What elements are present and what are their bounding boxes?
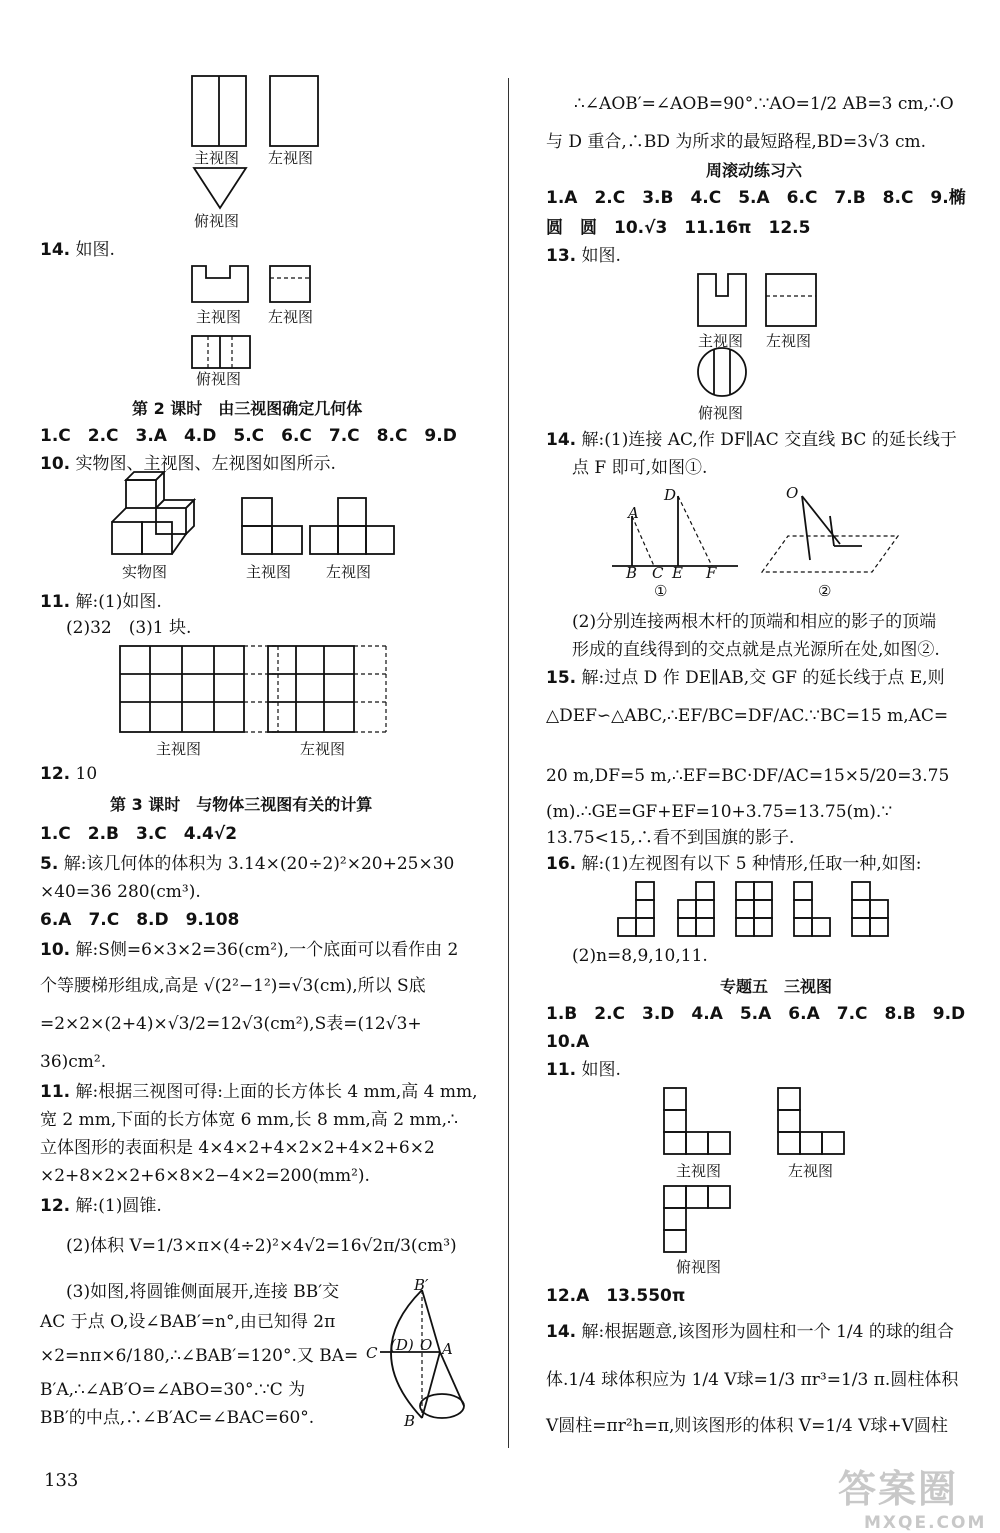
question-15-line-3: 20 m,DF=5 m,∴EF=BC·DF/AC=15×5/20=3.75 (546, 766, 950, 786)
question-10b-line-2: 个等腰梯形组成,高是 √(2²−1²)=√3(cm),所以 S底 (40, 976, 426, 996)
label-e: E (672, 564, 683, 582)
caption-front-view: 主视图 (698, 332, 744, 350)
solid-and-views-figure-10 (108, 478, 408, 558)
question-12b-line-2: (2)体积 V=1/3×π×(4÷2)²×4√2=16√2π/3(cm³) (66, 1236, 457, 1256)
column-divider (508, 78, 509, 1448)
page-number: 133 (44, 1470, 79, 1491)
question-12b-line-3: (3)如图,将圆锥侧面展开,连接 BB′交 (66, 1282, 340, 1302)
label-a: A (442, 1340, 453, 1358)
label-c: C (366, 1344, 378, 1362)
figure-number-1: ① (654, 582, 668, 600)
question-15-line-5: 13.75<15,∴看不到国旗的影子. (546, 828, 795, 848)
question-14b-line-2: 体.1/4 球体积应为 1/4 V球=1/3 πr³=1/3 π.圆柱体积 (546, 1370, 959, 1390)
section-heading-lesson-2: 第 2 课时 由三视图确定几何体 (132, 399, 363, 418)
label-a: A (628, 504, 639, 522)
caption-front-view: 主视图 (194, 149, 240, 167)
question-16: 16. 解:(1)左视图有以下 5 种情形,任取一种,如图: (546, 854, 922, 874)
question-12b: 12. 解:(1)圆锥. (40, 1196, 162, 1216)
question-12b-line-5: ×2=nπ×6/180,∴∠BAB′=120°.又 BA= (40, 1346, 359, 1366)
question-14-right-line-3: (2)分别连接两根木杆的顶端和相应的影子的顶端 (572, 612, 937, 632)
label-d: D (664, 486, 677, 504)
caption-front-view: 主视图 (246, 563, 292, 581)
answer-list-lesson-2: 1.C 2.C 3.A 4.D 5.C 6.C 7.C 8.C 9.D (40, 426, 457, 446)
question-14b-line-3: V圆柱=πr²h=π,则该图形的体积 V=1/4 V球+V圆柱 (546, 1416, 948, 1436)
question-5: 5. 解:该几何体的体积为 3.14×(20÷2)²×20+25×30 (40, 854, 455, 874)
label-o: O (420, 1336, 433, 1354)
question-10b-line-4: 36)cm². (40, 1052, 107, 1072)
label-c: C (652, 564, 664, 582)
caption-front-view: 主视图 (156, 740, 202, 758)
watermark-text: 答案圈 (838, 1467, 959, 1511)
section-heading-topic-5: 专题五 三视图 (720, 977, 833, 996)
caption-left-view: 左视图 (326, 563, 372, 581)
question-11: 11. 解:(1)如图. (40, 592, 162, 612)
question-11b-line-2: 宽 2 mm,下面的长方体宽 6 mm,长 8 mm,高 2 mm,∴ (40, 1110, 458, 1130)
label-b: B (404, 1412, 416, 1430)
question-10b: 10. 解:S侧=6×3×2=36(cm²),一个底面可以看作由 2 (40, 940, 459, 960)
caption-left-view: 左视图 (300, 740, 346, 758)
question-12: 12. 10 (40, 764, 98, 784)
caption-left-view: 左视图 (766, 332, 812, 350)
caption-front-view: 主视图 (196, 308, 242, 326)
label-d: (D) (390, 1336, 414, 1354)
question-12b-line-4: AC 于点 O,设∠BAB′=n°,由已知得 2π (40, 1312, 336, 1332)
weekly-answers-1: 1.A 2.C 3.B 4.C 5.A 6.C 7.B 8.C 9.椭 (546, 188, 966, 208)
question-14-right-line-2: 点 F 即可,如图①. (572, 458, 708, 478)
label-b-prime: B′ (414, 1276, 429, 1294)
caption-top-view: 俯视图 (676, 1258, 722, 1276)
question-10b-line-3: =2×2×(2+4)×√3/2=12√3(cm²),S表=(12√3+ (40, 1014, 422, 1034)
caption-left-view: 左视图 (268, 308, 314, 326)
answer-list-lesson-3: 1.C 2.B 3.C 4.4√2 (40, 824, 238, 844)
five-left-views-figure (616, 880, 896, 944)
caption-top-view: 俯视图 (698, 404, 744, 422)
label-b: B (626, 564, 638, 582)
caption-left-view: 左视图 (788, 1162, 834, 1180)
caption-top-view: 俯视图 (194, 212, 240, 230)
label-f: F (706, 564, 717, 582)
caption-left-view: 左视图 (268, 149, 314, 167)
question-13-right: 13. 如图. (546, 246, 621, 266)
question-5-line-2: ×40=36 280(cm³). (40, 882, 201, 902)
weekly-answers-2: 圆 圆 10.√3 11.16π 12.5 (546, 218, 811, 238)
continuation-line-2: 与 D 重合,∴BD 为所求的最短路程,BD=3√3 cm. (546, 132, 927, 152)
question-10: 10. 实物图、主视图、左视图如图所示. (40, 454, 336, 474)
grid-left-view-figure-11 (266, 644, 396, 734)
question-11-sub: (2)32 (3)1 块. (66, 618, 192, 638)
question-15-line-2: △DEF∽△ABC,∴EF/BC=DF/AC.∵BC=15 m,AC= (546, 706, 949, 726)
question-15: 15. 解:过点 D 作 DE∥AB,交 GF 的延长线于点 E,则 (546, 668, 945, 688)
question-12b-line-6: B′A,∴∠AB′O=∠ABO=30°.∵C 为 (40, 1380, 306, 1400)
section-heading-weekly: 周滚动练习六 (706, 161, 803, 180)
watermark-logo (838, 1458, 986, 1533)
continuation-line-1: ∴∠AOB′=∠AOB=90°.∵AO=1/2 AB=3 cm,∴O (574, 94, 954, 114)
answers-12-13: 12.A 13.550π (546, 1286, 686, 1306)
question-14-right-line-4: 形成的直线得到的交点就是点光源所在处,如图②. (572, 640, 940, 660)
question-11b-line-3: 立体图形的表面积是 4×4×2+4×2×2+4×2+6×2 (40, 1138, 435, 1158)
label-o: O (786, 484, 799, 502)
watermark-url: MXQE.COM (864, 1513, 987, 1533)
figure-number-2: ② (818, 582, 832, 600)
question-11-right: 11. 如图. (546, 1060, 621, 1080)
topic-answers: 1.B 2.C 3.D 4.A 5.A 6.A 7.C 8.B 9.D (546, 1004, 966, 1024)
section-heading-lesson-3: 第 3 课时 与物体三视图有关的计算 (110, 795, 373, 814)
question-16-line-2: (2)n=8,9,10,11. (572, 946, 708, 966)
question-11b: 11. 解:根据三视图可得:上面的长方体长 4 mm,高 4 mm, (40, 1082, 478, 1102)
question-14: 14. 如图. (40, 240, 115, 260)
question-14-right: 14. 解:(1)连接 AC,作 DF∥AC 交直线 BC 的延长线于 (546, 430, 957, 450)
caption-solid: 实物图 (122, 563, 168, 581)
caption-top-view: 俯视图 (196, 370, 242, 388)
topic-answer-10: 10.A (546, 1032, 590, 1052)
question-12b-line-7: BB′的中点,∴∠B′AC=∠BAC=60°. (40, 1408, 315, 1428)
question-14b-right: 14. 解:根据题意,该图形为圆柱和一个 1/4 的球的组合 (546, 1322, 954, 1342)
question-11b-line-4: ×2+8×2×2+6×8×2−4×2=200(mm²). (40, 1166, 370, 1186)
answer-list-6-9: 6.A 7.C 8.D 9.108 (40, 910, 240, 930)
caption-front-view: 主视图 (676, 1162, 722, 1180)
question-15-line-4: (m).∴GE=GF+EF=10+3.75=13.75(m).∵ (546, 802, 893, 822)
